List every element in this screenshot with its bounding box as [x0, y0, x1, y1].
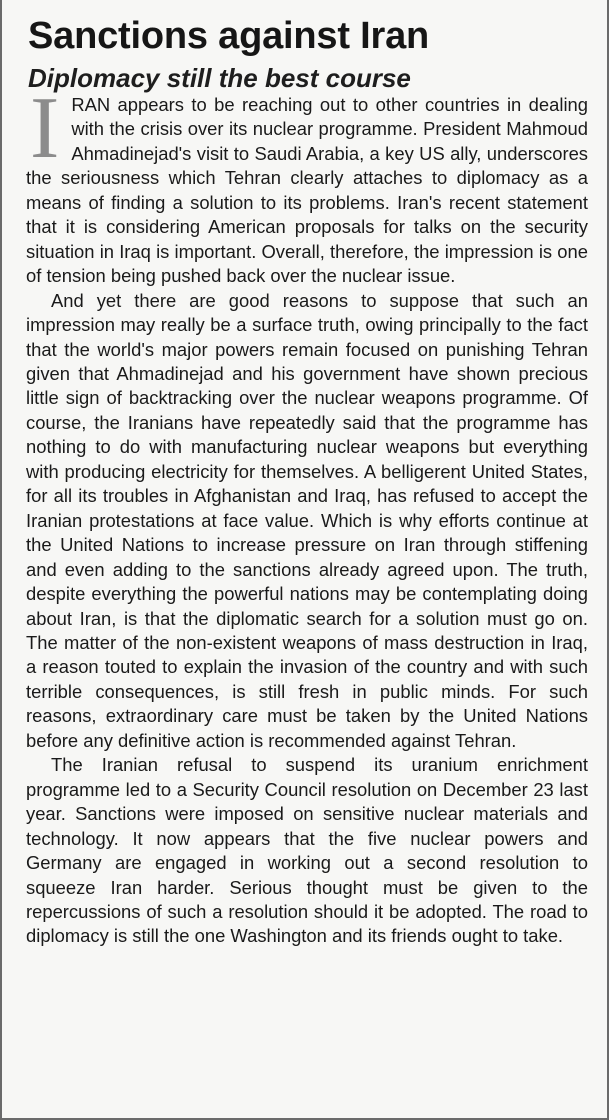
paragraph-1 [26, 80, 588, 289]
subheadline: Diplomacy still the best course [28, 63, 411, 93]
paragraph-1-text: RAN appears to be reaching out to other countries in dealing with the crisis over its nuclear programme. President Mahmoud Ahmadinejad's visit to Saudi Arabia, a key US ally, underscores the seriousness which Tehran clearly attaches to diplomacy as a means of finding a solution to its problems. Iran's recent statement that it is considering American proposals for talks on the security situation in Iraq is important. Overall, therefore, the impression is one of tension being pushed back over the nuclear issue. [26, 94, 588, 287]
article-body [26, 80, 588, 949]
paragraph-3: The Iranian refusal to suspend its uranium enrichment programme led to a Security Council resolution on December 23 last year. Sanctions were imposed on sensitive nuclear materials and technology. It now appears that the five nuclear powers and Germany are engaged in working out a second resolution to squeeze Iran harder. Serious thought must be given to the repercussions of such a resolution should it be adopted. The road to diplomacy is still the one Washington and its friends ought to take. [26, 754, 588, 947]
paragraph-2: And yet there are good reasons to suppose that such an impression may really be a surface truth, owing principally to the fact that the world's major powers remain focused on punishing Tehran given that Ahmadinejad and his government have shown precious little sign of backtracking over the nuclear weapons programme. Of course, the Iranians have repeatedly said that the programme has nothing to do with manufacturing nuclear weapons but everything with producing electricity for themselves. A belligerent United States, for all its troubles in Afghanistan and Iraq, has refused to accept the Iranian protestations at face value. Which is why efforts continue at the United Nations to increase pressure on Iran through stiffening and even adding to the sanctions already agreed upon. The truth, despite everything the powerful nations may be contemplating doing about Iran, is that the diplomatic search for a solution must go on. The matter of the non-existent weapons of mass destruction in Iraq, a reason touted to explain the invasion of the country and with such terrible consequences, is still fresh in public minds. For such reasons, extraordinary care must be taken by the United Nations before any definitive action is recommended against Tehran. [26, 289, 588, 751]
drop-cap: I [30, 80, 60, 177]
headline: Sanctions against Iran [28, 15, 430, 57]
